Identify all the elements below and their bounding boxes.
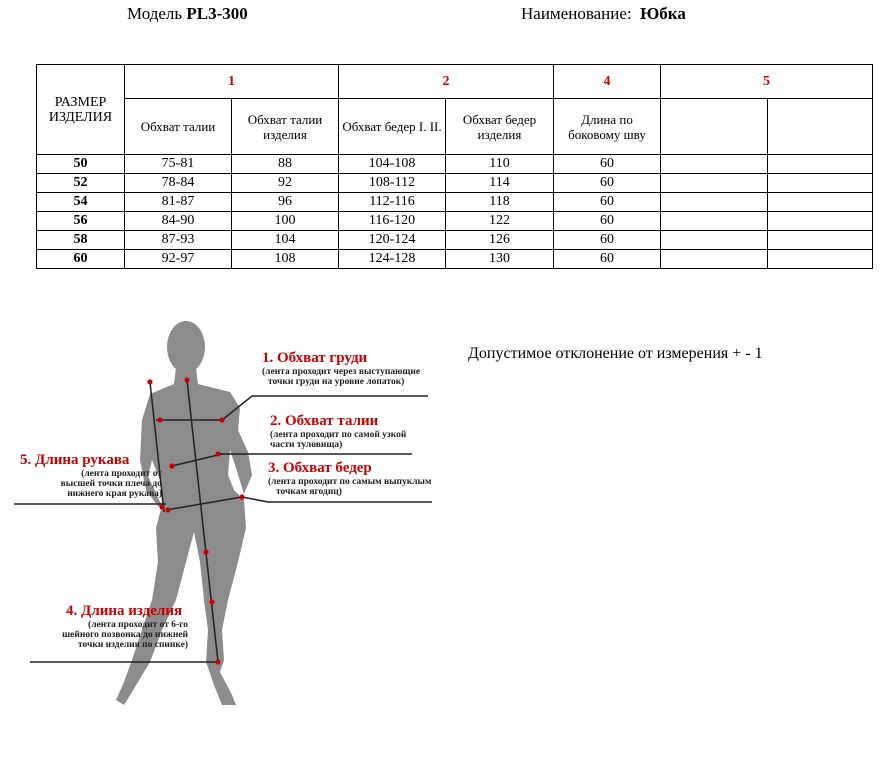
label-desc-line: (лента проходит от 6-го [88, 620, 188, 630]
column-header-row [37, 99, 873, 155]
table-row [37, 250, 873, 269]
size-cell: 56 [37, 212, 125, 231]
column-header [768, 99, 873, 155]
label-sleeve [20, 452, 162, 499]
name-label: Наименование: [521, 4, 632, 23]
table-row [37, 193, 873, 212]
table-cell: 124-128 [339, 250, 446, 269]
table-cell [661, 174, 768, 193]
table-cell: 92 [232, 174, 339, 193]
column-header: Обхват бедер изделия [446, 99, 554, 155]
table-cell [661, 193, 768, 212]
label-desc-line: точки изделия по спинке) [77, 640, 188, 650]
column-header [661, 99, 768, 155]
size-cell: 52 [37, 174, 125, 193]
group-2: 2 [339, 65, 554, 99]
table-row [37, 212, 873, 231]
table-cell [768, 250, 873, 269]
table-cell: 108 [232, 250, 339, 269]
column-header [339, 99, 446, 155]
table-cell: 120-124 [339, 231, 446, 250]
table-cell: 88 [232, 155, 339, 174]
label-title: 3. Обхват бедер [268, 460, 372, 476]
label-desc-line: нижнего края рукава) [67, 489, 162, 499]
column-header-text: Обхват бедер I. II. [342, 119, 442, 134]
table-cell: 78-84 [125, 174, 232, 193]
model-heading [127, 4, 248, 24]
table-cell: 122 [446, 212, 554, 231]
size-cell: 58 [37, 231, 125, 250]
column-header: Обхват талии изделия [232, 99, 339, 155]
table-cell: 60 [554, 231, 661, 250]
table-cell [768, 193, 873, 212]
label-desc-line: (лента проходит по самой узкой [270, 430, 407, 440]
label-chest [262, 350, 420, 387]
label-title: 2. Обхват талии [270, 413, 379, 429]
table-cell: 81-87 [125, 193, 232, 212]
table-cell: 60 [554, 250, 661, 269]
table-cell [768, 212, 873, 231]
table-row [37, 231, 873, 250]
table-cell [661, 155, 768, 174]
table-cell: 104-108 [339, 155, 446, 174]
table-cell: 87-93 [125, 231, 232, 250]
label-desc-line: (лента проходит по самым выпуклым [268, 477, 432, 487]
table-cell: 60 [554, 193, 661, 212]
label-title: 1. Обхват груди [262, 350, 368, 366]
table-cell: 60 [554, 212, 661, 231]
table-cell: 126 [446, 231, 554, 250]
table-cell: 104 [232, 231, 339, 250]
label-desc-line: точки груди на уровне лопаток) [268, 377, 405, 387]
table-cell [768, 231, 873, 250]
label-title: 4. Длина изделия [66, 603, 183, 619]
table-cell: 130 [446, 250, 554, 269]
table-cell [661, 250, 768, 269]
label-desc-line: шейного позвонка до нижней [62, 630, 188, 640]
label-length [40, 603, 188, 650]
label-desc-line: части туловища) [270, 440, 343, 450]
table-cell [768, 155, 873, 174]
size-table [36, 64, 873, 269]
size-cell: 60 [37, 250, 125, 269]
label-desc-line: точкам ягодиц) [276, 487, 342, 497]
group-header-row [37, 65, 873, 99]
model-label: Модель [127, 4, 183, 23]
table-cell: 118 [446, 193, 554, 212]
label-title: 5. Длина рукава [20, 452, 130, 468]
table-cell: 96 [232, 193, 339, 212]
table-cell: 75-81 [125, 155, 232, 174]
name-value: Юбка [640, 4, 686, 23]
table-cell: 114 [446, 174, 554, 193]
group-5: 5 [661, 65, 873, 99]
table-row [37, 155, 873, 174]
column-header: Длина по боковому шву [554, 99, 661, 155]
table-row [37, 174, 873, 193]
table-cell: 60 [554, 155, 661, 174]
table-cell: 116-120 [339, 212, 446, 231]
measurement-figure [0, 300, 884, 765]
table-cell: 60 [554, 174, 661, 193]
table-cell: 112-116 [339, 193, 446, 212]
table-cell [768, 174, 873, 193]
product-name-heading [521, 4, 686, 24]
size-cell: 50 [37, 155, 125, 174]
model-value: PL3-300 [186, 4, 248, 23]
label-desc-line: (лента проходит от [81, 469, 162, 479]
label-desc-line: (лента проходит через выступающие [262, 367, 421, 377]
tolerance-note: Допустимое отклонение от измерения + - 1 [468, 345, 763, 362]
table-cell: 84-90 [125, 212, 232, 231]
column-header: Обхват талии [125, 99, 232, 155]
table-cell: 100 [232, 212, 339, 231]
table-cell: 110 [446, 155, 554, 174]
table-cell: 92-97 [125, 250, 232, 269]
table-cell [661, 212, 768, 231]
group-1: 1 [125, 65, 339, 99]
label-waist [270, 413, 406, 450]
label-hips [268, 460, 431, 497]
row-header-cell: РАЗМЕР ИЗДЕЛИЯ [37, 65, 125, 155]
table-cell: 108-112 [339, 174, 446, 193]
label-desc-line: высшей точки плеча до [60, 479, 162, 489]
table-cell [661, 231, 768, 250]
group-4: 4 [554, 65, 661, 99]
size-cell: 54 [37, 193, 125, 212]
